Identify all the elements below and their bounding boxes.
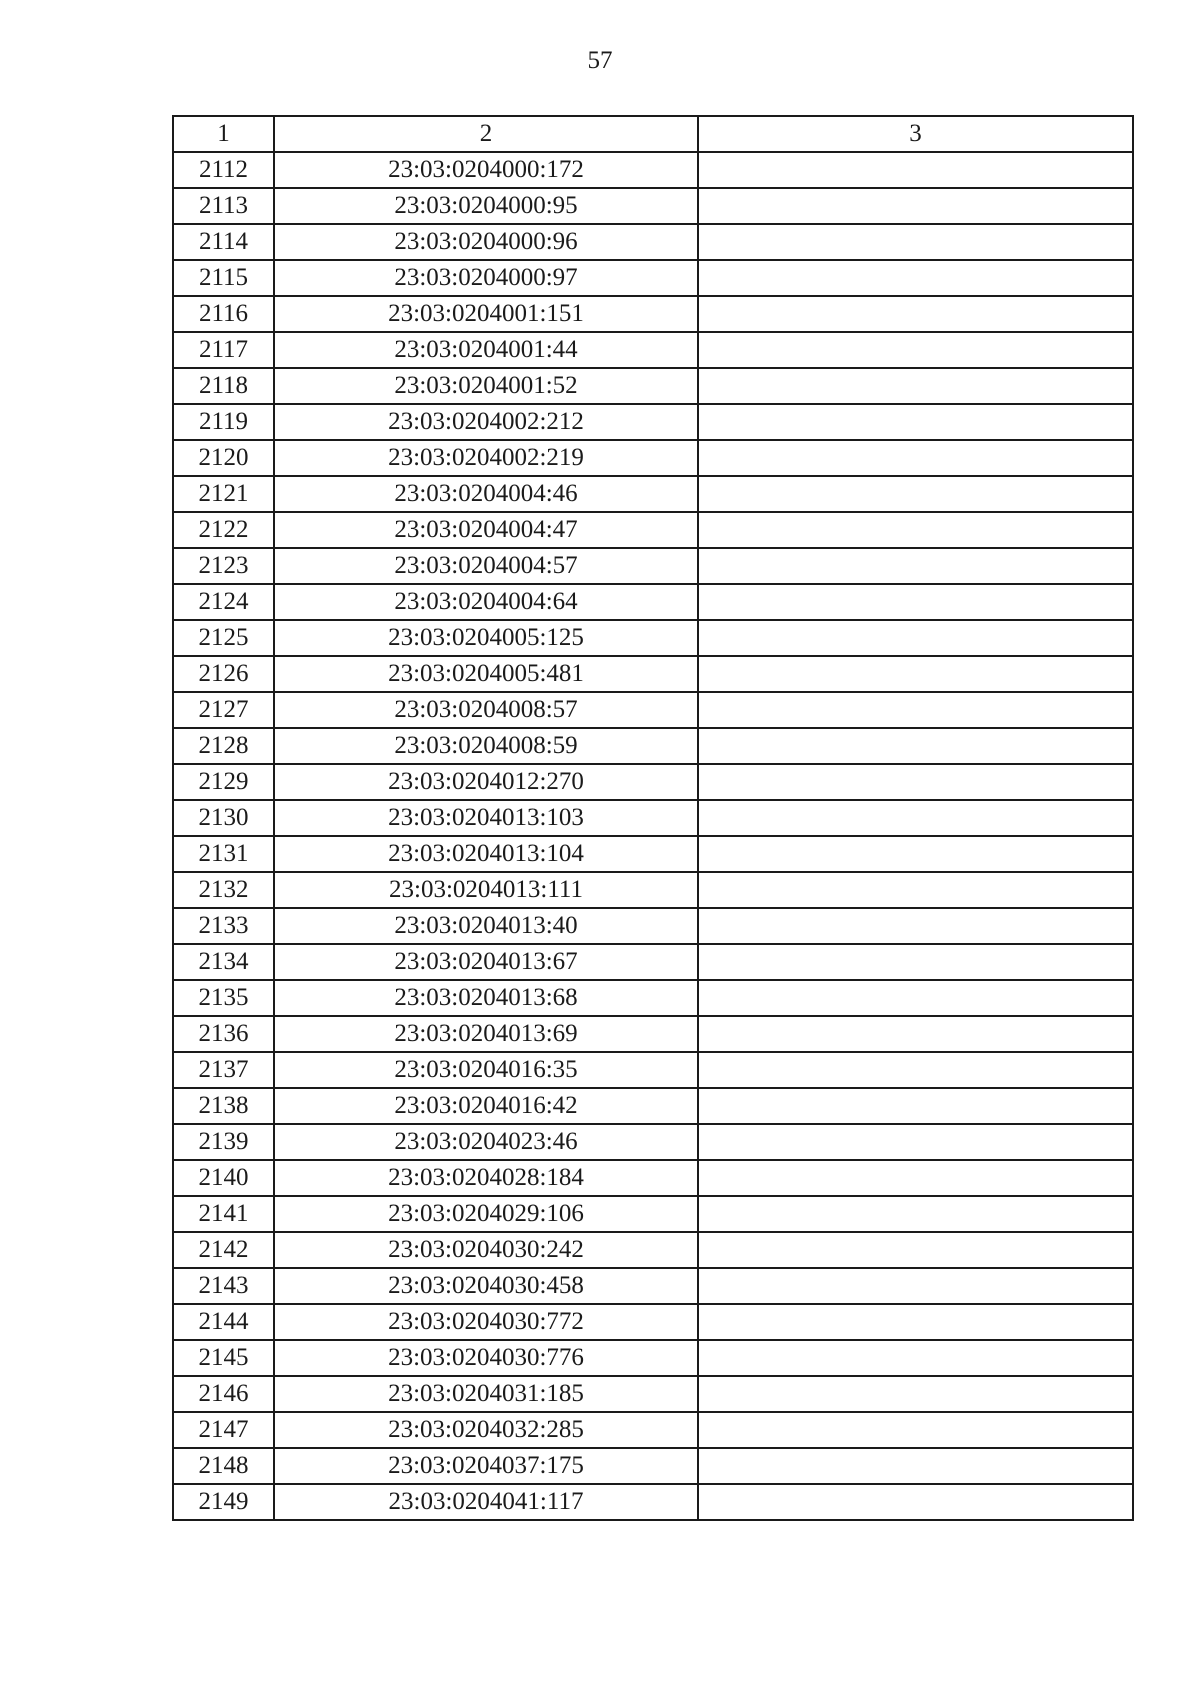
row-number-cell: 2147 [173, 1412, 274, 1448]
notes-cell [698, 152, 1133, 188]
cadastral-number-cell: 23:03:0204032:285 [274, 1412, 698, 1448]
notes-cell [698, 1160, 1133, 1196]
notes-cell [698, 512, 1133, 548]
row-number-cell: 2142 [173, 1232, 274, 1268]
table-row [173, 1052, 1133, 1088]
cadastral-number-cell: 23:03:0204030:772 [274, 1304, 698, 1340]
notes-cell [698, 440, 1133, 476]
table-row [173, 260, 1133, 296]
row-number-cell: 2146 [173, 1376, 274, 1412]
cadastral-number-cell: 23:03:0204013:103 [274, 800, 698, 836]
notes-cell [698, 1124, 1133, 1160]
row-number-cell: 2126 [173, 656, 274, 692]
table-row [173, 980, 1133, 1016]
table-row [173, 1124, 1133, 1160]
row-number-cell: 2123 [173, 548, 274, 584]
notes-cell [698, 332, 1133, 368]
cadastral-number-cell: 23:03:0204013:69 [274, 1016, 698, 1052]
cadastral-number-cell: 23:03:0204004:64 [274, 584, 698, 620]
table-row [173, 224, 1133, 260]
row-number-cell: 2114 [173, 224, 274, 260]
table-row [173, 908, 1133, 944]
row-number-cell: 2130 [173, 800, 274, 836]
notes-cell [698, 404, 1133, 440]
cadastral-number-cell: 23:03:0204001:44 [274, 332, 698, 368]
notes-cell [698, 476, 1133, 512]
cadastral-number-cell: 23:03:0204004:57 [274, 548, 698, 584]
row-number-cell: 2144 [173, 1304, 274, 1340]
cadastral-number-cell: 23:03:0204005:481 [274, 656, 698, 692]
row-number-cell: 2148 [173, 1448, 274, 1484]
table-row [173, 1016, 1133, 1052]
cadastral-number-cell: 23:03:0204013:67 [274, 944, 698, 980]
row-number-cell: 2125 [173, 620, 274, 656]
table-row [173, 620, 1133, 656]
table-row [173, 368, 1133, 404]
row-number-cell: 2117 [173, 332, 274, 368]
row-number-cell: 2128 [173, 728, 274, 764]
row-number-cell: 2124 [173, 584, 274, 620]
table-row [173, 332, 1133, 368]
notes-cell [698, 800, 1133, 836]
notes-cell [698, 584, 1133, 620]
cadastral-table [172, 115, 1134, 1521]
notes-cell [698, 1484, 1133, 1520]
notes-cell [698, 836, 1133, 872]
cadastral-number-cell: 23:03:0204023:46 [274, 1124, 698, 1160]
row-number-cell: 2138 [173, 1088, 274, 1124]
table-body [173, 152, 1133, 1520]
cadastral-number-cell: 23:03:0204013:111 [274, 872, 698, 908]
table-row [173, 1160, 1133, 1196]
notes-cell [698, 620, 1133, 656]
table-row [173, 800, 1133, 836]
cadastral-number-cell: 23:03:0204004:46 [274, 476, 698, 512]
row-number-cell: 2135 [173, 980, 274, 1016]
table-row [173, 1232, 1133, 1268]
row-number-cell: 2134 [173, 944, 274, 980]
page-number: 57 [587, 47, 613, 74]
table-row [173, 404, 1133, 440]
row-number-cell: 2145 [173, 1340, 274, 1376]
cadastral-number-cell: 23:03:0204000:95 [274, 188, 698, 224]
row-number-cell: 2118 [173, 368, 274, 404]
cadastral-number-cell: 23:03:0204012:270 [274, 764, 698, 800]
row-number-cell: 2122 [173, 512, 274, 548]
table-row [173, 1412, 1133, 1448]
notes-cell [698, 1232, 1133, 1268]
table-row [173, 764, 1133, 800]
cadastral-number-cell: 23:03:0204005:125 [274, 620, 698, 656]
cadastral-number-cell: 23:03:0204001:52 [274, 368, 698, 404]
notes-cell [698, 1052, 1133, 1088]
table-row [173, 512, 1133, 548]
row-number-cell: 2113 [173, 188, 274, 224]
row-number-cell: 2149 [173, 1484, 274, 1520]
cadastral-number-cell: 23:03:0204013:40 [274, 908, 698, 944]
table-row [173, 476, 1133, 512]
table-row [173, 1304, 1133, 1340]
table-row [173, 296, 1133, 332]
notes-cell [698, 764, 1133, 800]
row-number-cell: 2139 [173, 1124, 274, 1160]
row-number-cell: 2137 [173, 1052, 274, 1088]
header-cell-1: 1 [173, 116, 274, 152]
notes-cell [698, 1376, 1133, 1412]
cadastral-number-cell: 23:03:0204029:106 [274, 1196, 698, 1232]
row-number-cell: 2121 [173, 476, 274, 512]
notes-cell [698, 692, 1133, 728]
notes-cell [698, 908, 1133, 944]
table-row [173, 836, 1133, 872]
cadastral-number-cell: 23:03:0204013:104 [274, 836, 698, 872]
table-row [173, 548, 1133, 584]
table-row [173, 656, 1133, 692]
cadastral-number-cell: 23:03:0204002:219 [274, 440, 698, 476]
table-row [173, 728, 1133, 764]
cadastral-number-cell: 23:03:0204000:96 [274, 224, 698, 260]
row-number-cell: 2116 [173, 296, 274, 332]
notes-cell [698, 260, 1133, 296]
cadastral-number-cell: 23:03:0204028:184 [274, 1160, 698, 1196]
row-number-cell: 2119 [173, 404, 274, 440]
table-row [173, 692, 1133, 728]
table-row [173, 944, 1133, 980]
table-row [173, 1340, 1133, 1376]
table-row [173, 1088, 1133, 1124]
notes-cell [698, 944, 1133, 980]
notes-cell [698, 1412, 1133, 1448]
notes-cell [698, 296, 1133, 332]
notes-cell [698, 1088, 1133, 1124]
cadastral-number-cell: 23:03:0204000:172 [274, 152, 698, 188]
table-row [173, 1376, 1133, 1412]
notes-cell [698, 980, 1133, 1016]
table-row [173, 440, 1133, 476]
notes-cell [698, 1448, 1133, 1484]
notes-cell [698, 188, 1133, 224]
cadastral-number-cell: 23:03:0204008:57 [274, 692, 698, 728]
row-number-cell: 2140 [173, 1160, 274, 1196]
row-number-cell: 2132 [173, 872, 274, 908]
row-number-cell: 2120 [173, 440, 274, 476]
row-number-cell: 2143 [173, 1268, 274, 1304]
header-row [173, 116, 1133, 152]
notes-cell [698, 1304, 1133, 1340]
row-number-cell: 2131 [173, 836, 274, 872]
header-cell-3: 3 [698, 116, 1133, 152]
row-number-cell: 2127 [173, 692, 274, 728]
table-row [173, 152, 1133, 188]
table-row [173, 872, 1133, 908]
row-number-cell: 2141 [173, 1196, 274, 1232]
row-number-cell: 2133 [173, 908, 274, 944]
row-number-cell: 2129 [173, 764, 274, 800]
table-row [173, 188, 1133, 224]
notes-cell [698, 656, 1133, 692]
cadastral-number-cell: 23:03:0204001:151 [274, 296, 698, 332]
cadastral-number-cell: 23:03:0204030:776 [274, 1340, 698, 1376]
cadastral-number-cell: 23:03:0204031:185 [274, 1376, 698, 1412]
notes-cell [698, 1016, 1133, 1052]
cadastral-number-cell: 23:03:0204004:47 [274, 512, 698, 548]
cadastral-number-cell: 23:03:0204008:59 [274, 728, 698, 764]
table-row [173, 584, 1133, 620]
notes-cell [698, 872, 1133, 908]
table-row [173, 1268, 1133, 1304]
cadastral-number-cell: 23:03:0204013:68 [274, 980, 698, 1016]
cadastral-number-cell: 23:03:0204030:458 [274, 1268, 698, 1304]
table-header [173, 116, 1133, 152]
cadastral-number-cell: 23:03:0204041:117 [274, 1484, 698, 1520]
notes-cell [698, 1196, 1133, 1232]
notes-cell [698, 548, 1133, 584]
notes-cell [698, 224, 1133, 260]
row-number-cell: 2112 [173, 152, 274, 188]
header-cell-2: 2 [274, 116, 698, 152]
row-number-cell: 2115 [173, 260, 274, 296]
notes-cell [698, 368, 1133, 404]
row-number-cell: 2136 [173, 1016, 274, 1052]
cadastral-number-cell: 23:03:0204000:97 [274, 260, 698, 296]
cadastral-number-cell: 23:03:0204030:242 [274, 1232, 698, 1268]
table-row [173, 1448, 1133, 1484]
notes-cell [698, 1340, 1133, 1376]
cadastral-number-cell: 23:03:0204016:35 [274, 1052, 698, 1088]
notes-cell [698, 1268, 1133, 1304]
cadastral-number-cell: 23:03:0204016:42 [274, 1088, 698, 1124]
table-row [173, 1196, 1133, 1232]
notes-cell [698, 728, 1133, 764]
cadastral-number-cell: 23:03:0204002:212 [274, 404, 698, 440]
cadastral-number-cell: 23:03:0204037:175 [274, 1448, 698, 1484]
table-row [173, 1484, 1133, 1520]
